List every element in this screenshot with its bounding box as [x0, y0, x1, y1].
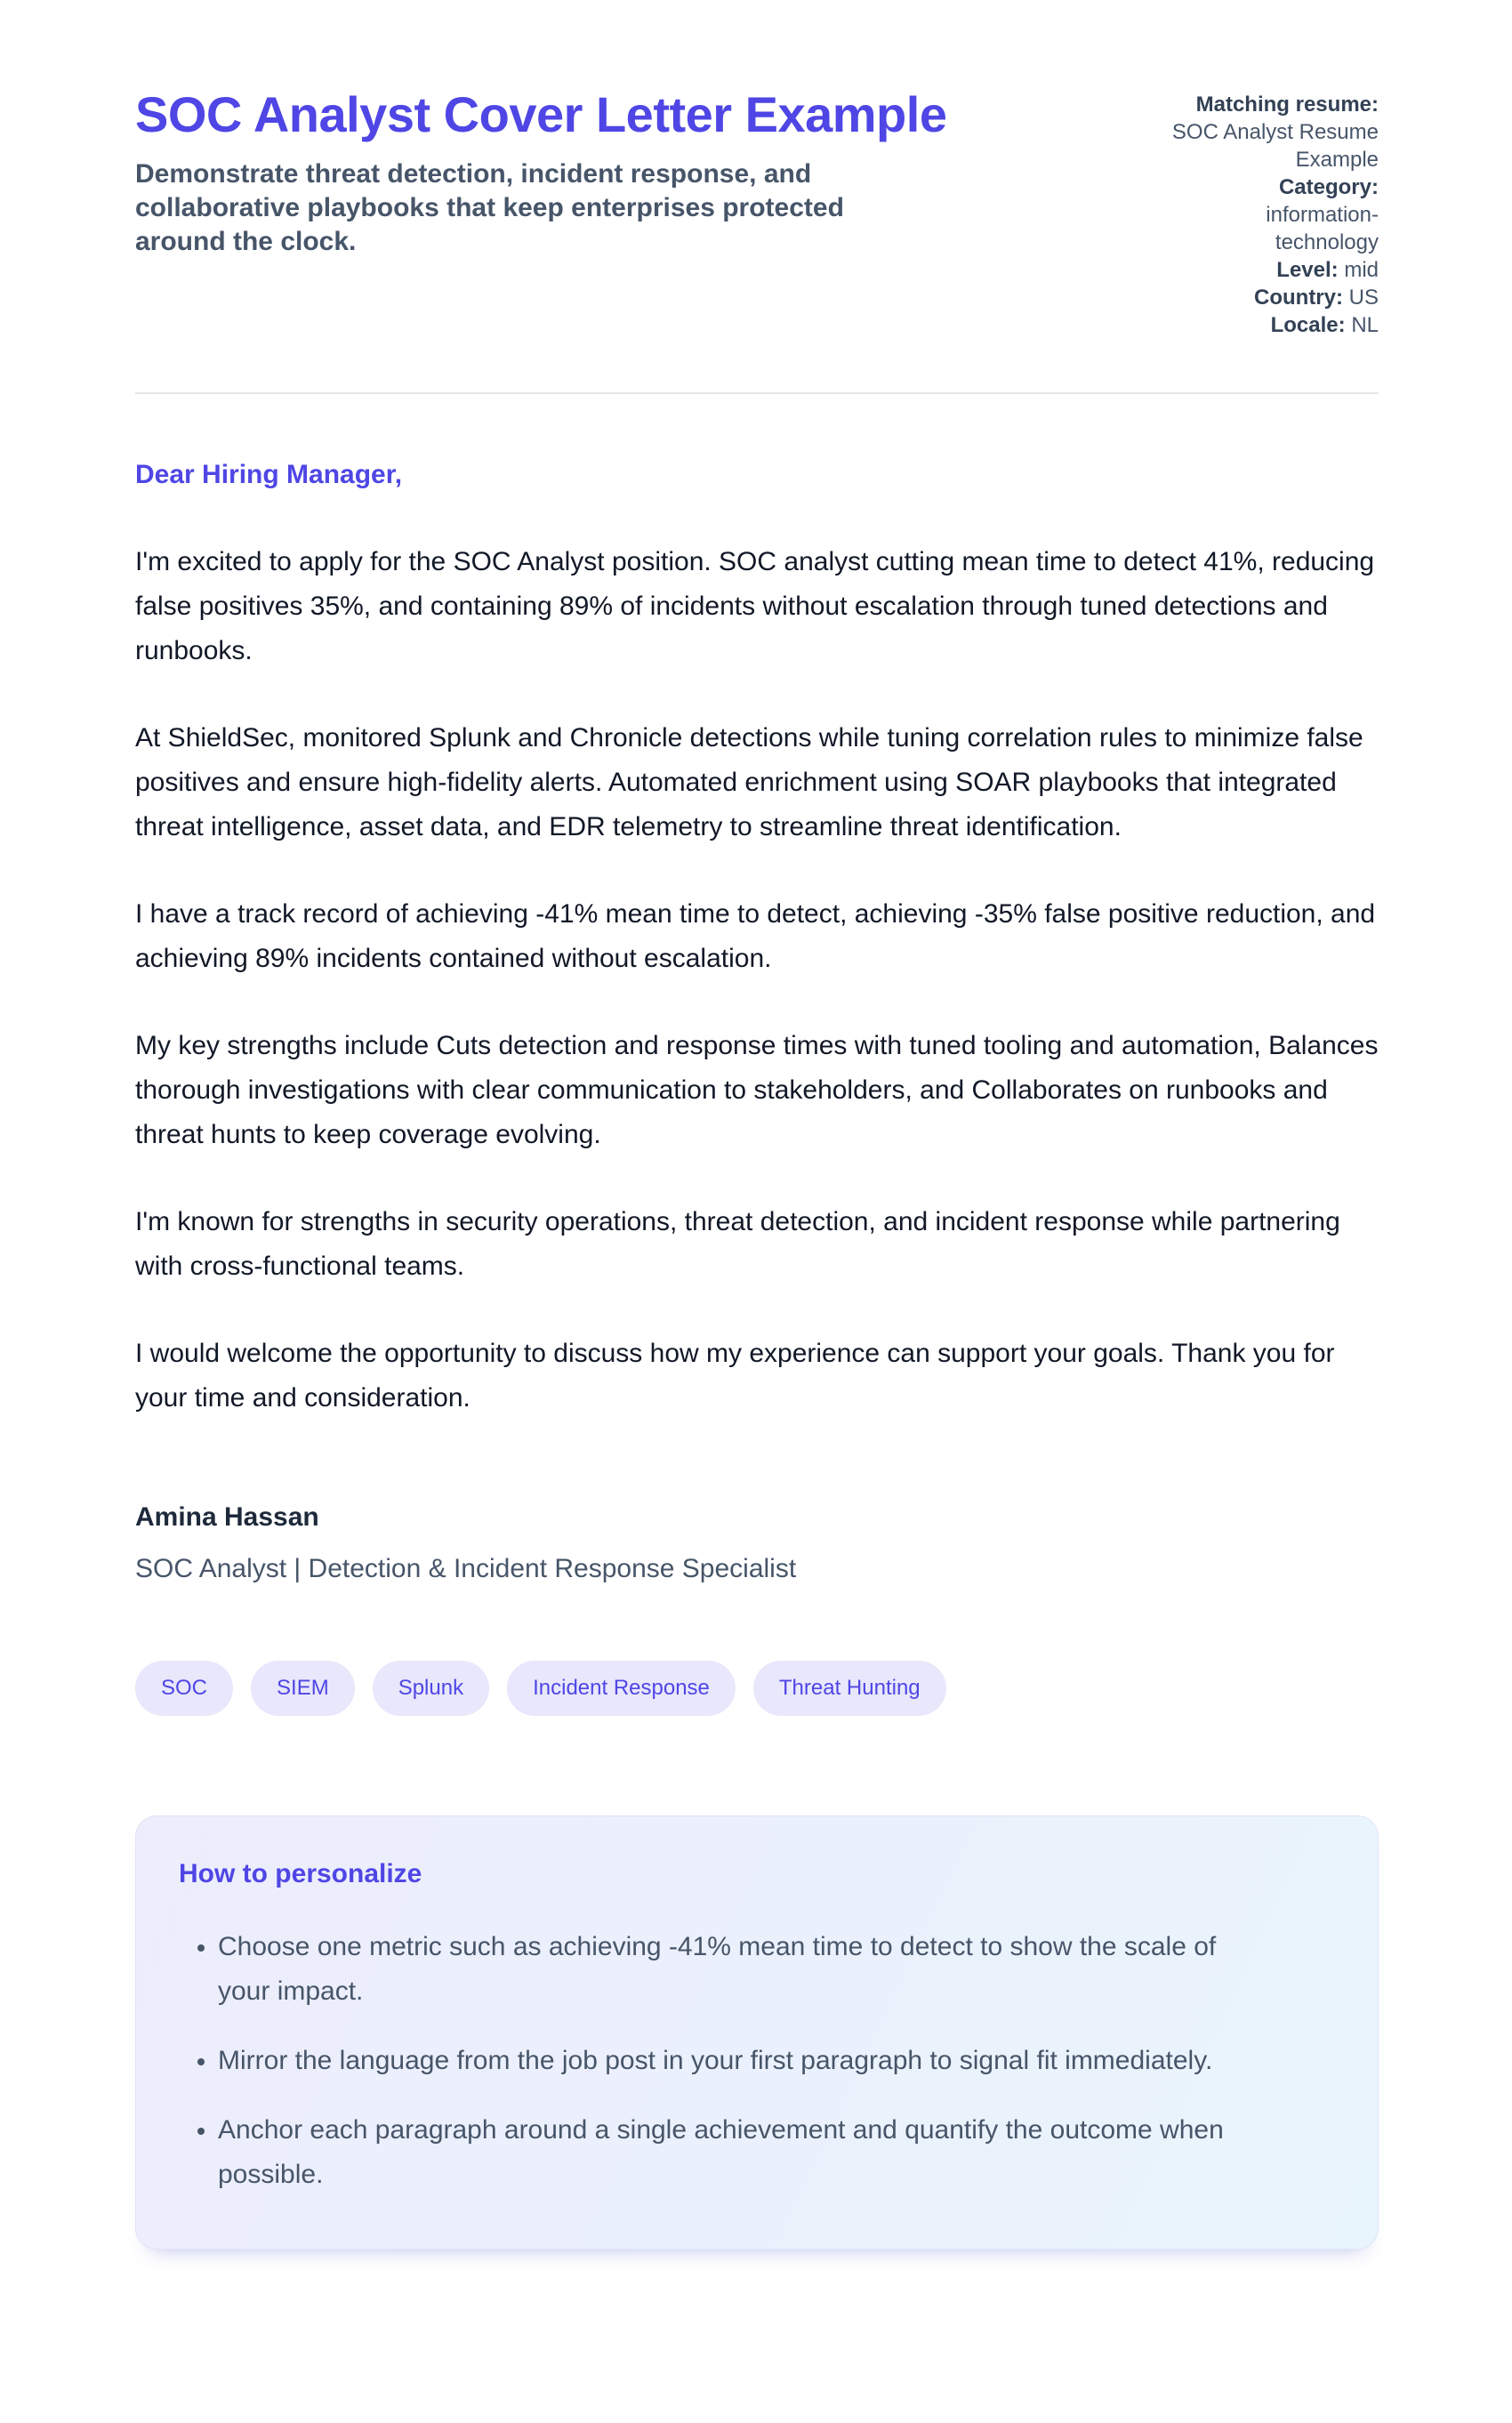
meta-value: NL: [1351, 313, 1379, 337]
meta-label: Locale:: [1270, 313, 1346, 337]
meta-label: Category:: [1278, 175, 1379, 199]
meta-panel: [1167, 91, 1379, 339]
letter-paragraph: I would welcome the opportunity to discuss how my experience can support your goals. Thank you for your time and consideration.: [135, 1339, 1335, 1413]
signature-name: Amina Hassan: [135, 1502, 319, 1532]
callout-title: How to personalize: [179, 1859, 422, 1888]
meta-row: [1167, 256, 1379, 284]
meta-label: Matching resume:: [1195, 93, 1379, 117]
tag-list: [135, 1661, 1379, 1716]
tag-pill[interactable]: SOC: [135, 1661, 233, 1716]
meta-row: [1167, 173, 1379, 256]
letter-paragraph: I'm excited to apply for the SOC Analyst position. SOC analyst cutting mean time to detect 41%, reducing false positives 35%, and containing 89% of incidents without escalation through tuned detections and runbooks.: [135, 547, 1375, 665]
letter-paragraph: At ShieldSec, monitored Splunk and Chronicle detections while tuning correlation rules to minimize false positives and ensure high-fidelity alerts. Automated enrichment using SOAR playbooks that integrated threat intelligence, asset data, and EDR telemetry to streamline threat identification.: [135, 723, 1363, 841]
tag-pill[interactable]: Splunk: [373, 1661, 489, 1716]
header-text-block: [135, 87, 946, 259]
meta-row: [1167, 311, 1379, 339]
letter-greeting: Dear Hiring Manager,: [135, 460, 403, 489]
header-divider: [135, 392, 1379, 394]
tag-pill[interactable]: SIEM: [251, 1661, 355, 1716]
header: [135, 0, 1379, 339]
letter-body: [135, 540, 1379, 1421]
callout-bullet: • Mirror the language from the job post in your first paragraph to signal fit immediately.: [218, 2039, 1237, 2083]
meta-value: SOC Analyst Resume Example: [1171, 120, 1379, 172]
tag-pill[interactable]: Incident Response: [507, 1661, 736, 1716]
meta-value: information-technology: [1266, 203, 1379, 254]
meta-row: [1167, 91, 1379, 173]
meta-value: mid: [1344, 258, 1379, 282]
personalize-callout: [135, 1815, 1379, 2250]
meta-row: [1167, 284, 1379, 311]
tag-pill[interactable]: Threat Hunting: [753, 1661, 946, 1716]
letter-paragraph: I have a track record of achieving -41% mean time to detect, achieving -35% false positive reduction, and achieving 89% incidents contained without escalation.: [135, 899, 1376, 973]
meta-label: Country:: [1254, 286, 1343, 310]
meta-value: US: [1348, 286, 1379, 310]
page-title: SOC Analyst Cover Letter Example: [135, 86, 947, 142]
letter-paragraph: I'm known for strengths in security operations, threat detection, and incident response while partnering with cross-functional teams.: [135, 1207, 1340, 1281]
callout-bullet-list: [179, 1925, 1237, 2197]
page-subtitle: Demonstrate threat detection, incident response, and collaborative playbooks that keep enterprises protected around the clock.: [135, 158, 844, 256]
letter-paragraph: My key strengths include Cuts detection and response times with tuned tooling and automation, Balances thorough investigations with clear communication to stakeholders, and Collaborates on runbooks and threat hunts to keep coverage evolving.: [135, 1031, 1379, 1149]
meta-label: Level:: [1276, 258, 1339, 282]
callout-bullet: • Anchor each paragraph around a single achievement and quantify the outcome when possible.: [218, 2108, 1237, 2197]
callout-bullet: • Choose one metric such as achieving -41% mean time to detect to show the scale of your impact.: [218, 1925, 1237, 2014]
letter-content: [135, 460, 1379, 2250]
signature-role: SOC Analyst | Detection & Incident Response Specialist: [135, 1554, 797, 1583]
